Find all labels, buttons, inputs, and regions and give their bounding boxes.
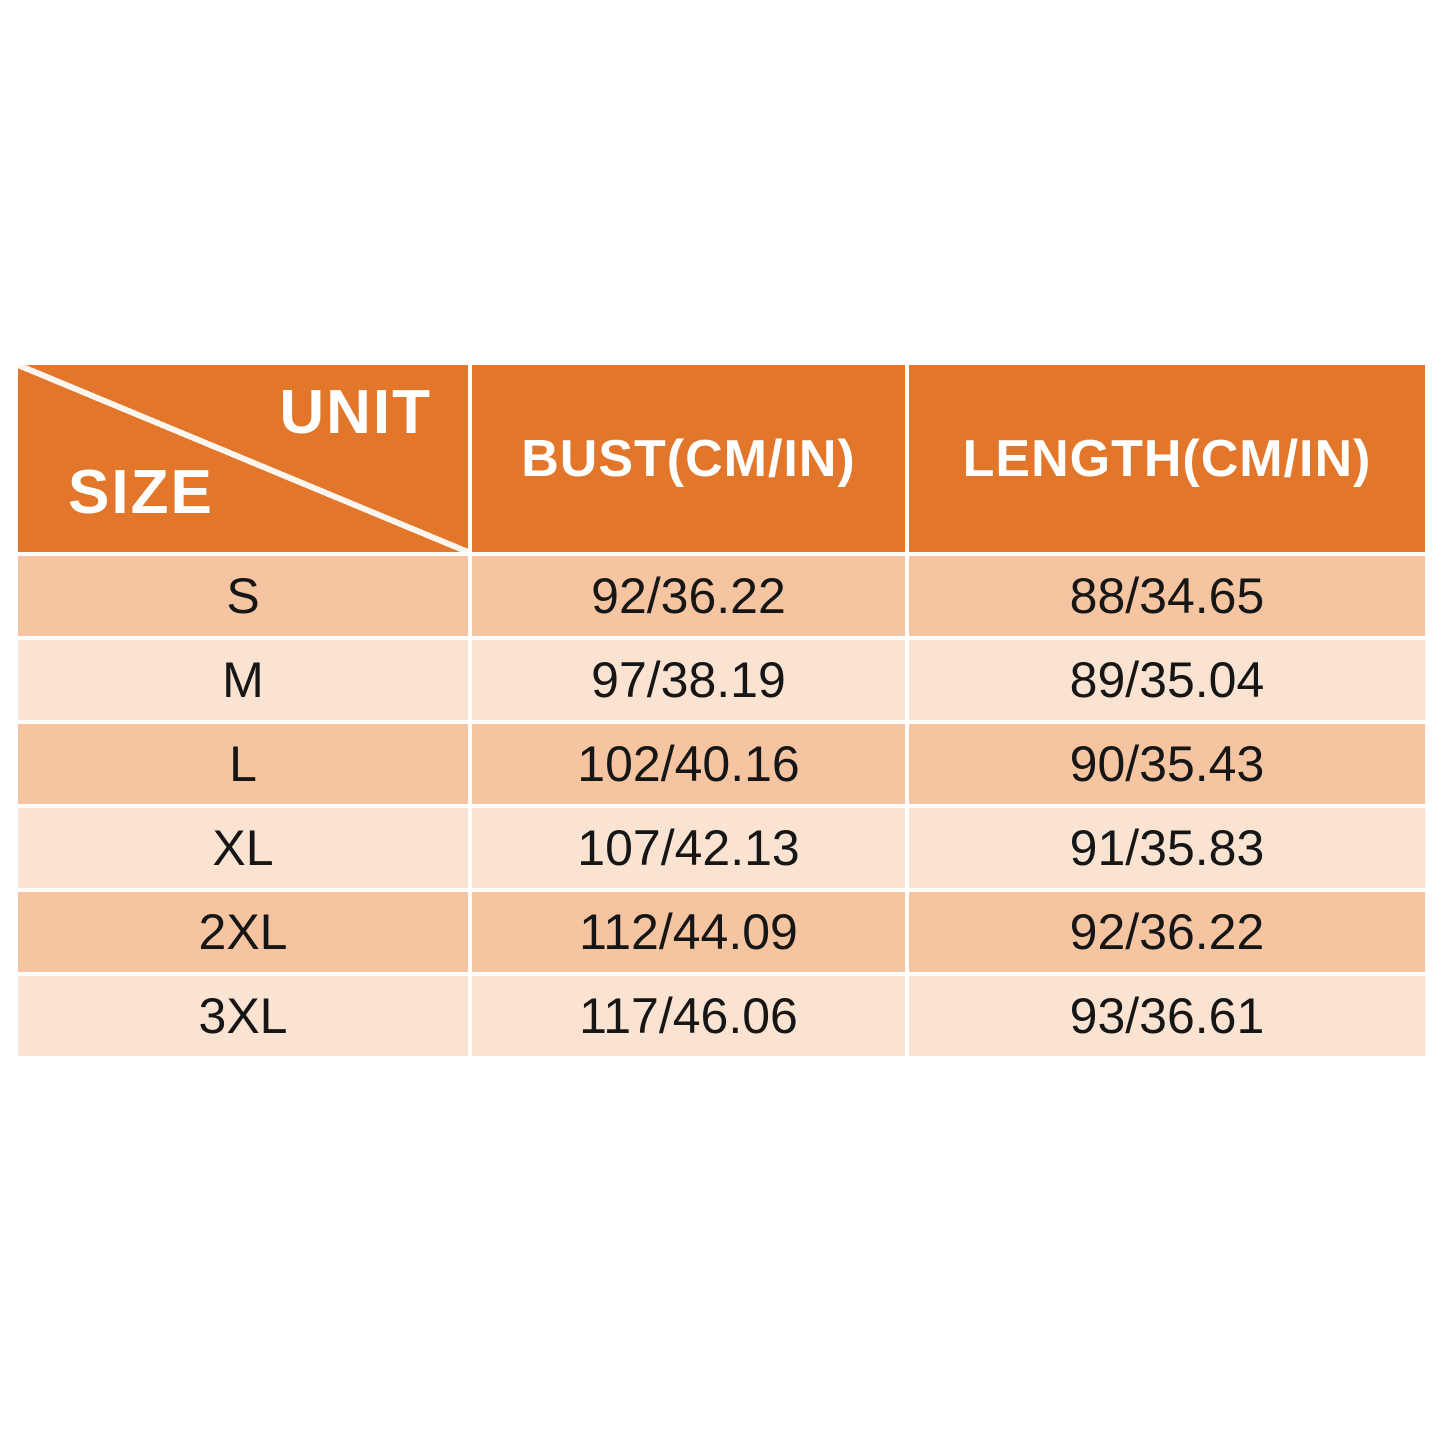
size-cell: S	[18, 556, 468, 636]
size-cell: 3XL	[18, 976, 468, 1056]
size-cell: L	[18, 724, 468, 804]
length-cell: 91/35.83	[909, 808, 1425, 888]
corner-header-cell	[18, 365, 468, 552]
size-chart-table	[18, 365, 1425, 1056]
bust-cell: 112/44.09	[472, 892, 905, 972]
column-header-bust: BUST(CM/IN)	[472, 365, 905, 552]
length-cell: 88/34.65	[909, 556, 1425, 636]
unit-label: UNIT	[279, 378, 432, 447]
table-row-2xl	[18, 892, 1425, 972]
bust-cell: 107/42.13	[472, 808, 905, 888]
length-cell: 92/36.22	[909, 892, 1425, 972]
bust-cell: 117/46.06	[472, 976, 905, 1056]
bust-cell: 92/36.22	[472, 556, 905, 636]
table-row-3xl	[18, 976, 1425, 1056]
length-cell: 90/35.43	[909, 724, 1425, 804]
table-row-l	[18, 724, 1425, 804]
table-row-xl	[18, 808, 1425, 888]
bust-cell: 102/40.16	[472, 724, 905, 804]
header-row	[18, 365, 1425, 552]
length-cell: 93/36.61	[909, 976, 1425, 1056]
bust-cell: 97/38.19	[472, 640, 905, 720]
size-cell: XL	[18, 808, 468, 888]
size-cell: 2XL	[18, 892, 468, 972]
column-header-length: LENGTH(CM/IN)	[909, 365, 1425, 552]
table-row-s	[18, 556, 1425, 636]
length-cell: 89/35.04	[909, 640, 1425, 720]
size-label: SIZE	[68, 458, 214, 527]
table-row-m	[18, 640, 1425, 720]
size-cell: M	[18, 640, 468, 720]
